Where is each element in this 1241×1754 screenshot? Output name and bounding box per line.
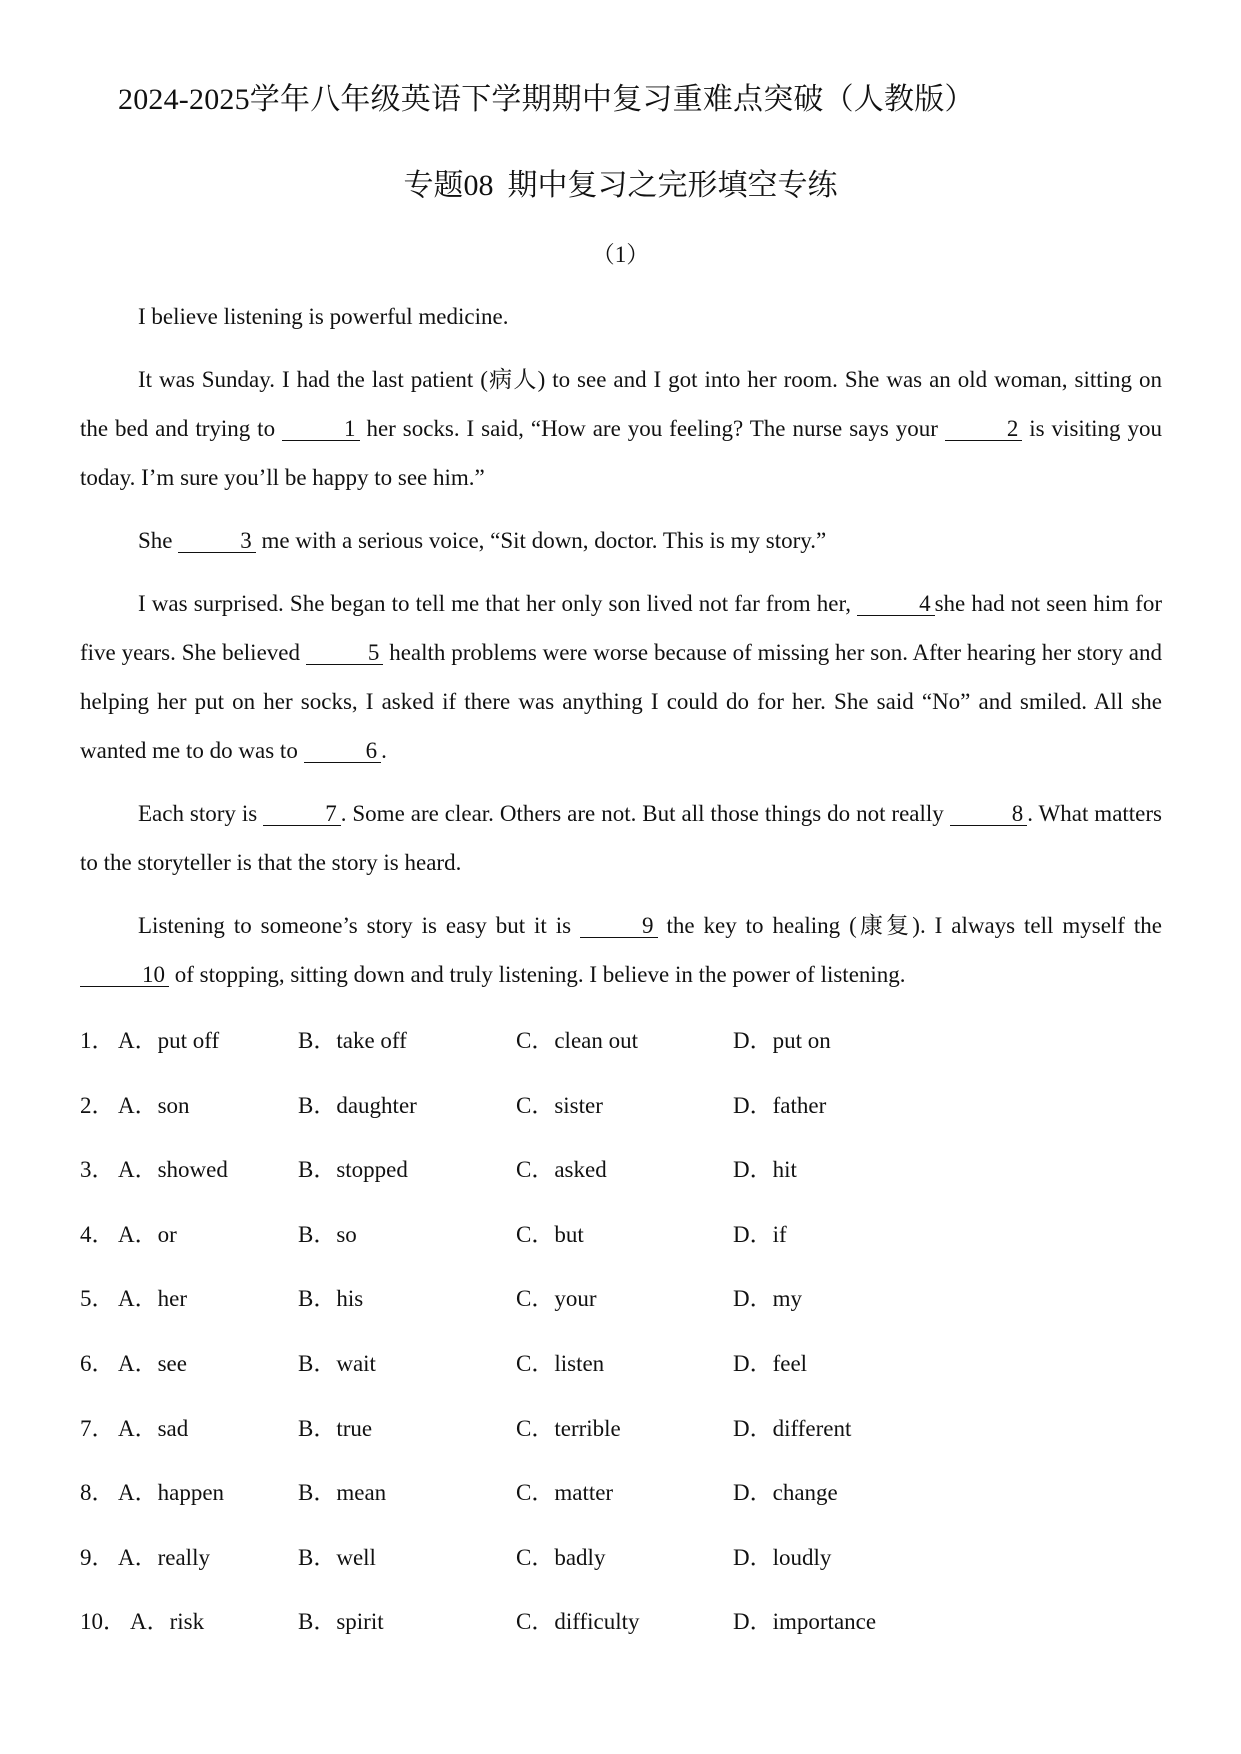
option-a: A．risk [130, 1609, 205, 1635]
question-row-9 [80, 1539, 1180, 1604]
blank-5: 5 [306, 642, 384, 665]
paragraph-3 [80, 516, 1162, 565]
paragraph-text: . Some are clear. Others are not. But all those things do not really [340, 801, 950, 826]
question-number: 1． [80, 1028, 115, 1053]
subtitle-topic-text: 期中复习之完形填空专练 [507, 169, 838, 202]
option-c: C．your [516, 1286, 597, 1312]
option-d: D．feel [733, 1350, 808, 1376]
option-c: C．but [516, 1221, 584, 1247]
option-a: A．showed [118, 1157, 228, 1183]
paragraph-1: I believe listening is powerful medicine. [138, 304, 509, 329]
option-a: A．happen [118, 1480, 225, 1506]
paragraph-5 [80, 789, 1162, 887]
option-d: D．loudly [733, 1544, 832, 1570]
option-b: B．true [298, 1415, 373, 1441]
question-number: 5． [80, 1286, 115, 1312]
question-row-3 [80, 1151, 1180, 1216]
option-b: B．stopped [298, 1157, 408, 1183]
option-d: D．put on [733, 1028, 831, 1053]
paragraph-text: I was surprised. She began to tell me that her only son lived not far from her, [138, 591, 858, 616]
paragraph-text: is visiting you today. I’m sure you’ll be happy to see him.” [80, 416, 1162, 490]
option-c: C．listen [516, 1350, 605, 1376]
question-number: 6． [80, 1350, 115, 1376]
option-c: C．terrible [516, 1415, 621, 1441]
paragraph-2 [80, 355, 1162, 502]
option-b: B．so [298, 1221, 357, 1247]
option-c: C．asked [516, 1157, 607, 1183]
paragraph-6 [80, 901, 1162, 999]
question-number: 2． [80, 1092, 115, 1118]
blank-1: 1 [282, 418, 360, 441]
question-row-4 [80, 1216, 1180, 1281]
document-subtitle [0, 160, 1241, 204]
option-a: A．put off [118, 1028, 220, 1053]
paragraph-text: of stopping, sitting down and truly listening. I believe in the power of listening. [169, 962, 906, 987]
option-b: B．daughter [298, 1092, 417, 1118]
option-b: B．wait [298, 1350, 376, 1376]
paragraph-text: the key to healing (康复). I always tell myself the [657, 913, 1162, 938]
question-row-7 [80, 1410, 1180, 1475]
paragraph-text: . What matters to the storyteller is that the story is heard. [80, 801, 1163, 875]
paragraph-text: me with a serious voice, “Sit down, doctor. This is my story.” [255, 528, 827, 553]
option-d: D．father [733, 1092, 827, 1118]
cloze-passage [80, 292, 1162, 1013]
blank-7: 7 [263, 803, 341, 826]
paragraph-text: . [381, 738, 387, 763]
option-b: B．mean [298, 1480, 387, 1506]
blank-3: 3 [178, 530, 256, 553]
paragraph-text: Listening to someone’s story is easy but it is [138, 913, 581, 938]
question-number: 8． [80, 1480, 115, 1506]
question-number: 4． [80, 1221, 115, 1247]
option-d: D．importance [733, 1609, 877, 1635]
option-b: B．his [298, 1286, 364, 1312]
question-number: 3． [80, 1157, 115, 1183]
option-a: A．her [118, 1286, 187, 1312]
subtitle-topic-number: 专题08 [403, 169, 494, 202]
option-c: C．difficulty [516, 1609, 640, 1635]
question-row-2 [80, 1087, 1180, 1152]
document-title: 2024-2025学年八年级英语下学期期中复习重难点突破（人教版） [118, 83, 975, 116]
option-d: D．if [733, 1221, 787, 1247]
question-row-5 [80, 1280, 1180, 1345]
option-b: B．well [298, 1544, 376, 1570]
section-number: （1） [591, 242, 650, 267]
option-d: D．change [733, 1480, 838, 1506]
option-c: C．matter [516, 1480, 614, 1506]
paragraph-text: her socks. I said, “How are you feeling? The nurse says your [359, 416, 945, 441]
question-options [80, 1022, 1180, 1668]
question-number: 10． [80, 1609, 126, 1635]
option-c: C．sister [516, 1092, 603, 1118]
paragraph-4 [80, 579, 1162, 775]
option-a: A．sad [118, 1415, 189, 1441]
blank-4: 4 [857, 593, 935, 616]
paragraph-text: health problems were worse because of missing her son. After hearing her story and helping her put on her socks, I asked if there was anything I could do for her. She said “No” and smiled. All she wanted me to do was to [80, 640, 1162, 763]
blank-2: 2 [945, 418, 1023, 441]
option-c: C．clean out [516, 1028, 638, 1053]
blank-6: 6 [304, 740, 382, 763]
option-a: A．son [118, 1092, 190, 1118]
option-a: A．or [118, 1221, 177, 1247]
paragraph-text: she had not seen him for five years. She believed [80, 591, 1162, 665]
question-row-1 [80, 1022, 1180, 1087]
option-b: B．spirit [298, 1609, 384, 1635]
question-row-8 [80, 1474, 1180, 1539]
paragraph-text: She [138, 528, 179, 553]
question-row-6 [80, 1345, 1180, 1410]
option-d: D．hit [733, 1157, 797, 1183]
option-d: D．my [733, 1286, 802, 1312]
option-b: B．take off [298, 1028, 407, 1053]
blank-8: 8 [950, 803, 1028, 826]
blank-9: 9 [580, 915, 658, 938]
option-a: A．see [118, 1350, 187, 1376]
paragraph-text: It was Sunday. I had the last patient (病人) to see and I got into her room. She was an old woman, sitting on the bed and trying to [80, 367, 1162, 441]
option-a: A．really [118, 1544, 210, 1570]
option-d: D．different [733, 1415, 852, 1441]
question-row-10 [80, 1603, 1180, 1668]
question-number: 7． [80, 1415, 115, 1441]
blank-10: 10 [80, 964, 169, 987]
paragraph-text: Each story is [138, 801, 264, 826]
option-c: C．badly [516, 1544, 606, 1570]
question-number: 9． [80, 1544, 115, 1570]
